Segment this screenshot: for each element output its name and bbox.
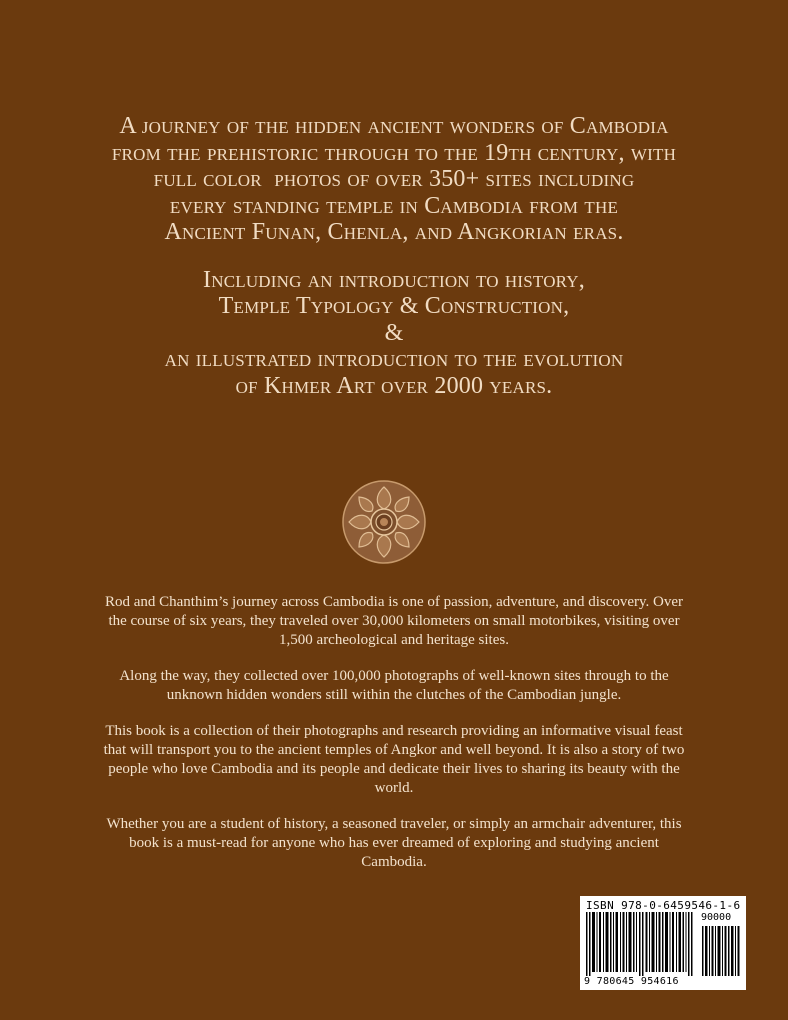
- headline-line: Ancient Funan, Chenla, and Angkorian eras.: [164, 219, 624, 245]
- headline-block: [60, 113, 728, 399]
- subhead-line: an illustrated introduction to the evolution: [164, 346, 624, 372]
- subhead-line: of Khmer Art over 2000 years.: [235, 372, 553, 399]
- ean-digits: 9 780645 954616: [584, 976, 679, 987]
- subhead-line: Temple Typology & Construction,: [218, 293, 570, 319]
- description-paragraph: Whether you are a student of history, a seasoned traveler, or simply an armchair adventurer, this book is a must-read for anyone who has ever dreamed of exploring and studying ancient Cambodia.: [106, 816, 682, 870]
- description-paragraph: This book is a collection of their photographs and research providing an informative visual feast that will transport you to the ancient temples of Angkor and well beyond. It is also a story of two people who love Cambodia and its people and dedicate their lives to sharing its beauty with the world.: [103, 723, 685, 796]
- headline-line: every standing temple in Cambodia from the: [169, 192, 619, 219]
- lotus-rosette-icon: [341, 479, 427, 565]
- subhead-line: &: [384, 319, 404, 346]
- headline-line: A journey of the hidden ancient wonders of Cambodia: [119, 113, 669, 139]
- price-addon: 90000: [701, 912, 732, 923]
- description-paragraph: Along the way, they collected over 100,000 photographs of well-known sites through to the unknown hidden wonders still within the clutches of the Cambodian jungle.: [119, 668, 669, 703]
- subhead-line: Including an introduction to history,: [203, 266, 585, 293]
- isbn-barcode: [580, 896, 746, 990]
- headline-line: from the prehistoric through to the 19th century, with: [111, 139, 677, 166]
- description: [95, 593, 693, 889]
- headline-line: full color photos of over 350+ sites including: [153, 166, 635, 192]
- description-paragraph: Rod and Chanthim’s journey across Cambodia is one of passion, adventure, and discovery. Over the course of six years, they traveled over 30,000 kilometers on small motorbikes, visiting over 1,500 archeological and heritage sites.: [104, 594, 684, 648]
- isbn-number: ISBN 978-0-6459546-1-6: [586, 899, 741, 912]
